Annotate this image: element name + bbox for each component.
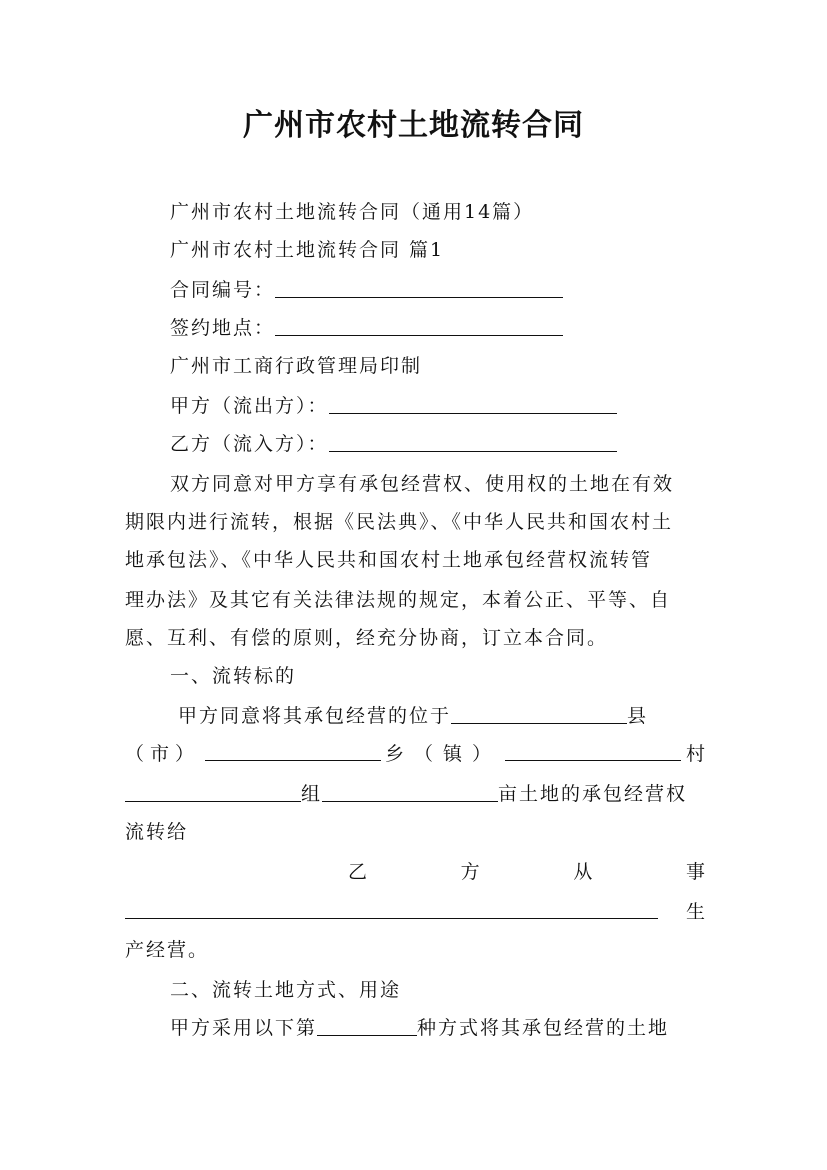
section-1-line-7: 产经营。: [125, 939, 210, 961]
signing-place-label: 签约地点：: [170, 317, 276, 339]
signing-place-blank: [275, 315, 563, 336]
town-blank: [205, 740, 381, 761]
section-1-heading: 一、流转标的: [170, 665, 297, 687]
intro-line-1: 双方同意对甲方享有承包经营权、使用权的土地在有效: [170, 473, 675, 495]
mu-blank: [322, 781, 498, 802]
s1-word-1: 乙: [348, 861, 368, 883]
group-blank: [125, 781, 301, 802]
village-label: 村: [685, 743, 705, 765]
s1-line6-end: 生: [685, 901, 705, 923]
section-1-line-6: [125, 898, 705, 926]
method-blank: [317, 1015, 417, 1036]
group-label: 组: [301, 783, 323, 805]
mu-text: 亩土地的承包经营权: [498, 783, 688, 805]
document-subtitle: 广州市农村土地流转合同（通用14篇）: [170, 201, 535, 223]
contract-number-blank: [275, 277, 563, 298]
village-blank: [505, 740, 681, 761]
party-b-label: 乙方（流入方）：: [170, 433, 329, 455]
intro-line-4: 理办法》及其它有关法律法规的规定，本着公正、平等、自: [125, 589, 672, 611]
county-label: 县: [627, 705, 649, 727]
section-2-heading: 二、流转土地方式、用途: [170, 979, 402, 1001]
section-1-line-3: [125, 780, 705, 808]
intro-line-5: 愿、互利、有偿的原则，经充分协商，订立本合同。: [125, 627, 609, 649]
party-b-row: [170, 430, 705, 458]
s1-line1-text: 甲方同意将其承包经营的位于: [178, 705, 452, 727]
party-a-row: [170, 392, 705, 420]
s1-word-4: 事: [685, 861, 705, 883]
business-blank: [125, 898, 658, 919]
contract-number-label: 合同编号：: [170, 279, 276, 301]
article-heading: 广州市农村土地流转合同 篇1: [170, 239, 445, 261]
section-1-line-5: [348, 858, 705, 886]
s1-word-2: 方: [460, 861, 480, 883]
party-a-blank: [329, 393, 617, 414]
section-1-line-2: [125, 740, 705, 768]
party-a-label: 甲方（流出方）：: [170, 395, 329, 417]
contract-number-row: [170, 276, 705, 304]
intro-line-3: 地承包法》、《中华人民共和国农村土地承包经营权流转管: [125, 549, 653, 571]
document-title: 广州市农村土地流转合同: [243, 108, 584, 143]
county-blank: [451, 703, 627, 724]
section-1-line-4: 流转给: [125, 821, 189, 843]
city-label: （市）: [125, 743, 201, 765]
party-b-blank: [329, 431, 617, 452]
s1-word-3: 从: [573, 861, 593, 883]
intro-line-2: 期限内进行流转，根据《民法典》、《中华人民共和国农村土: [125, 511, 674, 533]
s2-line1-text: 甲方采用以下第: [170, 1017, 318, 1039]
section-1-line-1: [178, 702, 705, 730]
section-2-line-1: [170, 1014, 705, 1042]
s2-line1-rest: 种方式将其承包经营的土地: [417, 1017, 670, 1039]
printer-line: 广州市工商行政管理局印制: [170, 355, 423, 377]
signing-place-row: [170, 314, 705, 342]
town-label: 乡（镇）: [384, 743, 501, 765]
